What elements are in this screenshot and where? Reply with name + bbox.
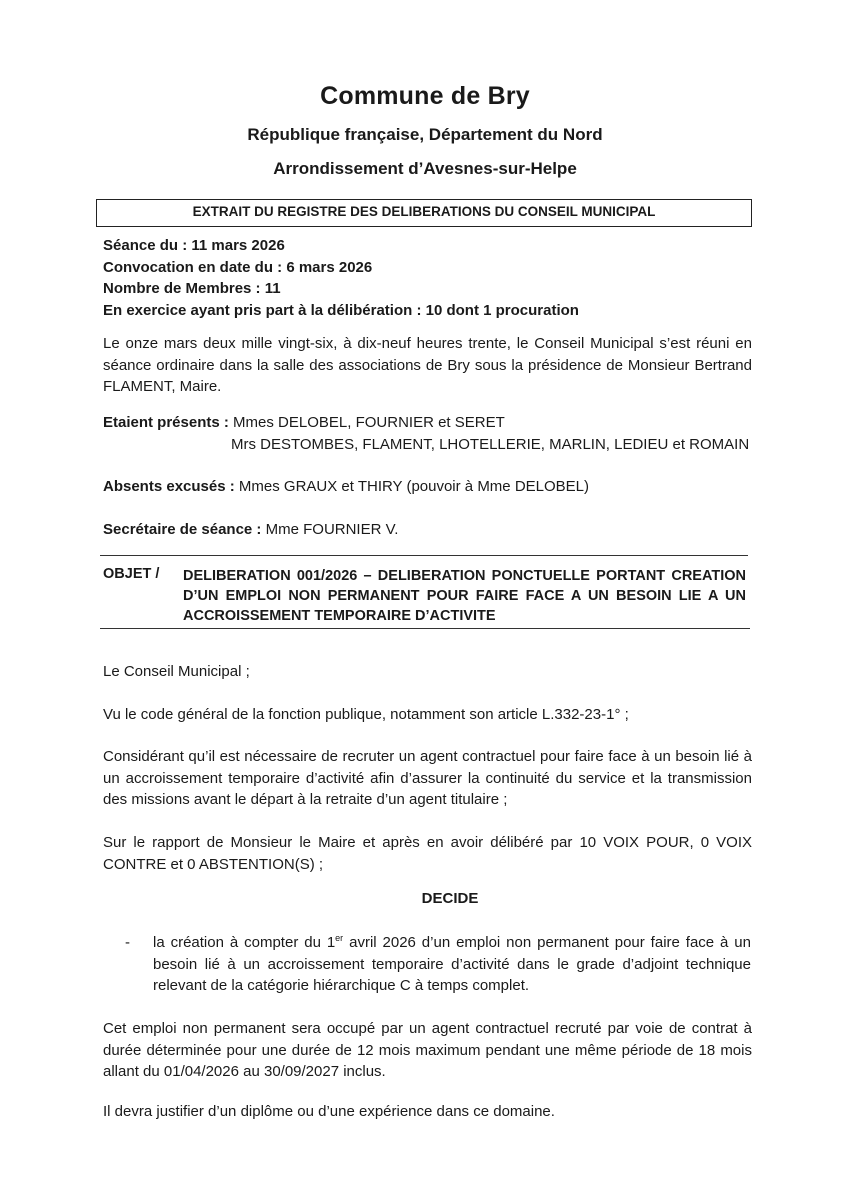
objet-text: DELIBERATION 001/2026 – DELIBERATION PONCTUELLE PORTANT CREATION D’UN EMPLOI NON PERMANENT POUR FAIRE FACE A UN BESOIN LIE A UN ACCROISSEMENT TEMPORAIRE D’ACTIVITE xyxy=(183,568,746,624)
participants-count: En exercice ayant pris part à la délibération : 10 dont 1 procuration xyxy=(103,301,579,319)
seance-date: Séance du : 11 mars 2026 xyxy=(103,237,285,254)
objet-label: OBJET / xyxy=(103,566,160,582)
members-count: Nombre de Membres : 11 xyxy=(103,280,281,297)
arrondissement-subtitle: Arrondissement d’Avesnes-sur-Helpe xyxy=(273,159,577,178)
intro-paragraph: Le onze mars deux mille vingt-six, à dix-neuf heures trente, le Conseil Municipal s’est réuni en séance ordinaire dans la salle des associations de Bry sous la présidence de Monsieur Bertrand FLAMENT, Maire. xyxy=(103,335,752,395)
bullet-text-sup: er xyxy=(335,933,344,943)
decide-heading: DECIDE xyxy=(421,890,479,907)
register-title: EXTRAIT DU REGISTRE DES DELIBERATIONS DU CONSEIL MUNICIPAL xyxy=(192,204,656,219)
absents-value: Mmes GRAUX et THIRY (pouvoir à Mme DELOBEL) xyxy=(238,478,590,495)
presents-row xyxy=(103,412,505,434)
bullet-text-post: avril 2026 d’un emploi non permanent pour faire face à un besoin lié à un accroissement temporaire d’activité dans le grade d’adjoint technique relevant de la catégorie hiérarchique C à temps complet. xyxy=(153,934,751,994)
diplome-line: Il devra justifier d’un diplôme ou d’une expérience dans ce domaine. xyxy=(103,1103,555,1120)
absents-label: Absents excusés : xyxy=(103,478,235,495)
secretaire-value: Mme FOURNIER V. xyxy=(265,521,399,538)
bullet-dash: - xyxy=(125,934,130,951)
objet-bottom-rule xyxy=(100,628,750,629)
considerant-paragraph: Considérant qu’il est nécessaire de recruter un agent contractuel pour faire face à un besoin lié à un accroissement temporaire d’activité afin d’assurer la continuité du service et la transmission des missions avant le départ à la retraite d’un agent titulaire ; xyxy=(103,748,752,808)
emploi-paragraph: Cet emploi non permanent sera occupé par un agent contractuel recruté par voie de contrat à durée déterminée pour une durée de 12 mois maximum pendant une même période de 18 mois allant du 01/04/2026 au 30/09/2027 inclus. xyxy=(103,1020,752,1080)
conseil-line: Le Conseil Municipal ; xyxy=(103,663,250,680)
secretaire-row xyxy=(103,519,398,541)
decision-bullet xyxy=(153,932,751,997)
convocation-date: Convocation en date du : 6 mars 2026 xyxy=(103,258,373,276)
presents-line-2: Mrs DESTOMBES, FLAMENT, LHOTELLERIE, MARLIN, LEDIEU et ROMAIN xyxy=(231,436,750,453)
absents-row xyxy=(103,476,589,498)
presents-line-1: Mmes DELOBEL, FOURNIER et SERET xyxy=(233,414,505,431)
presents-label: Etaient présents : xyxy=(103,414,229,431)
republique-subtitle: République française, Département du Nord xyxy=(247,125,603,144)
bullet-text-pre: la création à compter du 1 xyxy=(153,934,336,951)
register-title-box xyxy=(96,199,752,227)
secretaire-label: Secrétaire de séance : xyxy=(103,521,262,538)
commune-title: Commune de Bry xyxy=(320,82,530,110)
meeting-meta xyxy=(103,235,579,321)
objet-top-rule xyxy=(100,555,748,556)
rapport-paragraph: Sur le rapport de Monsieur le Maire et après en avoir délibéré par 10 VOIX POUR, 0 VOIX CONTRE et 0 ABSTENTION(S) ; xyxy=(103,834,752,873)
vu-paragraph: Vu le code général de la fonction publique, notamment son article L.332-23-1° ; xyxy=(103,706,629,723)
